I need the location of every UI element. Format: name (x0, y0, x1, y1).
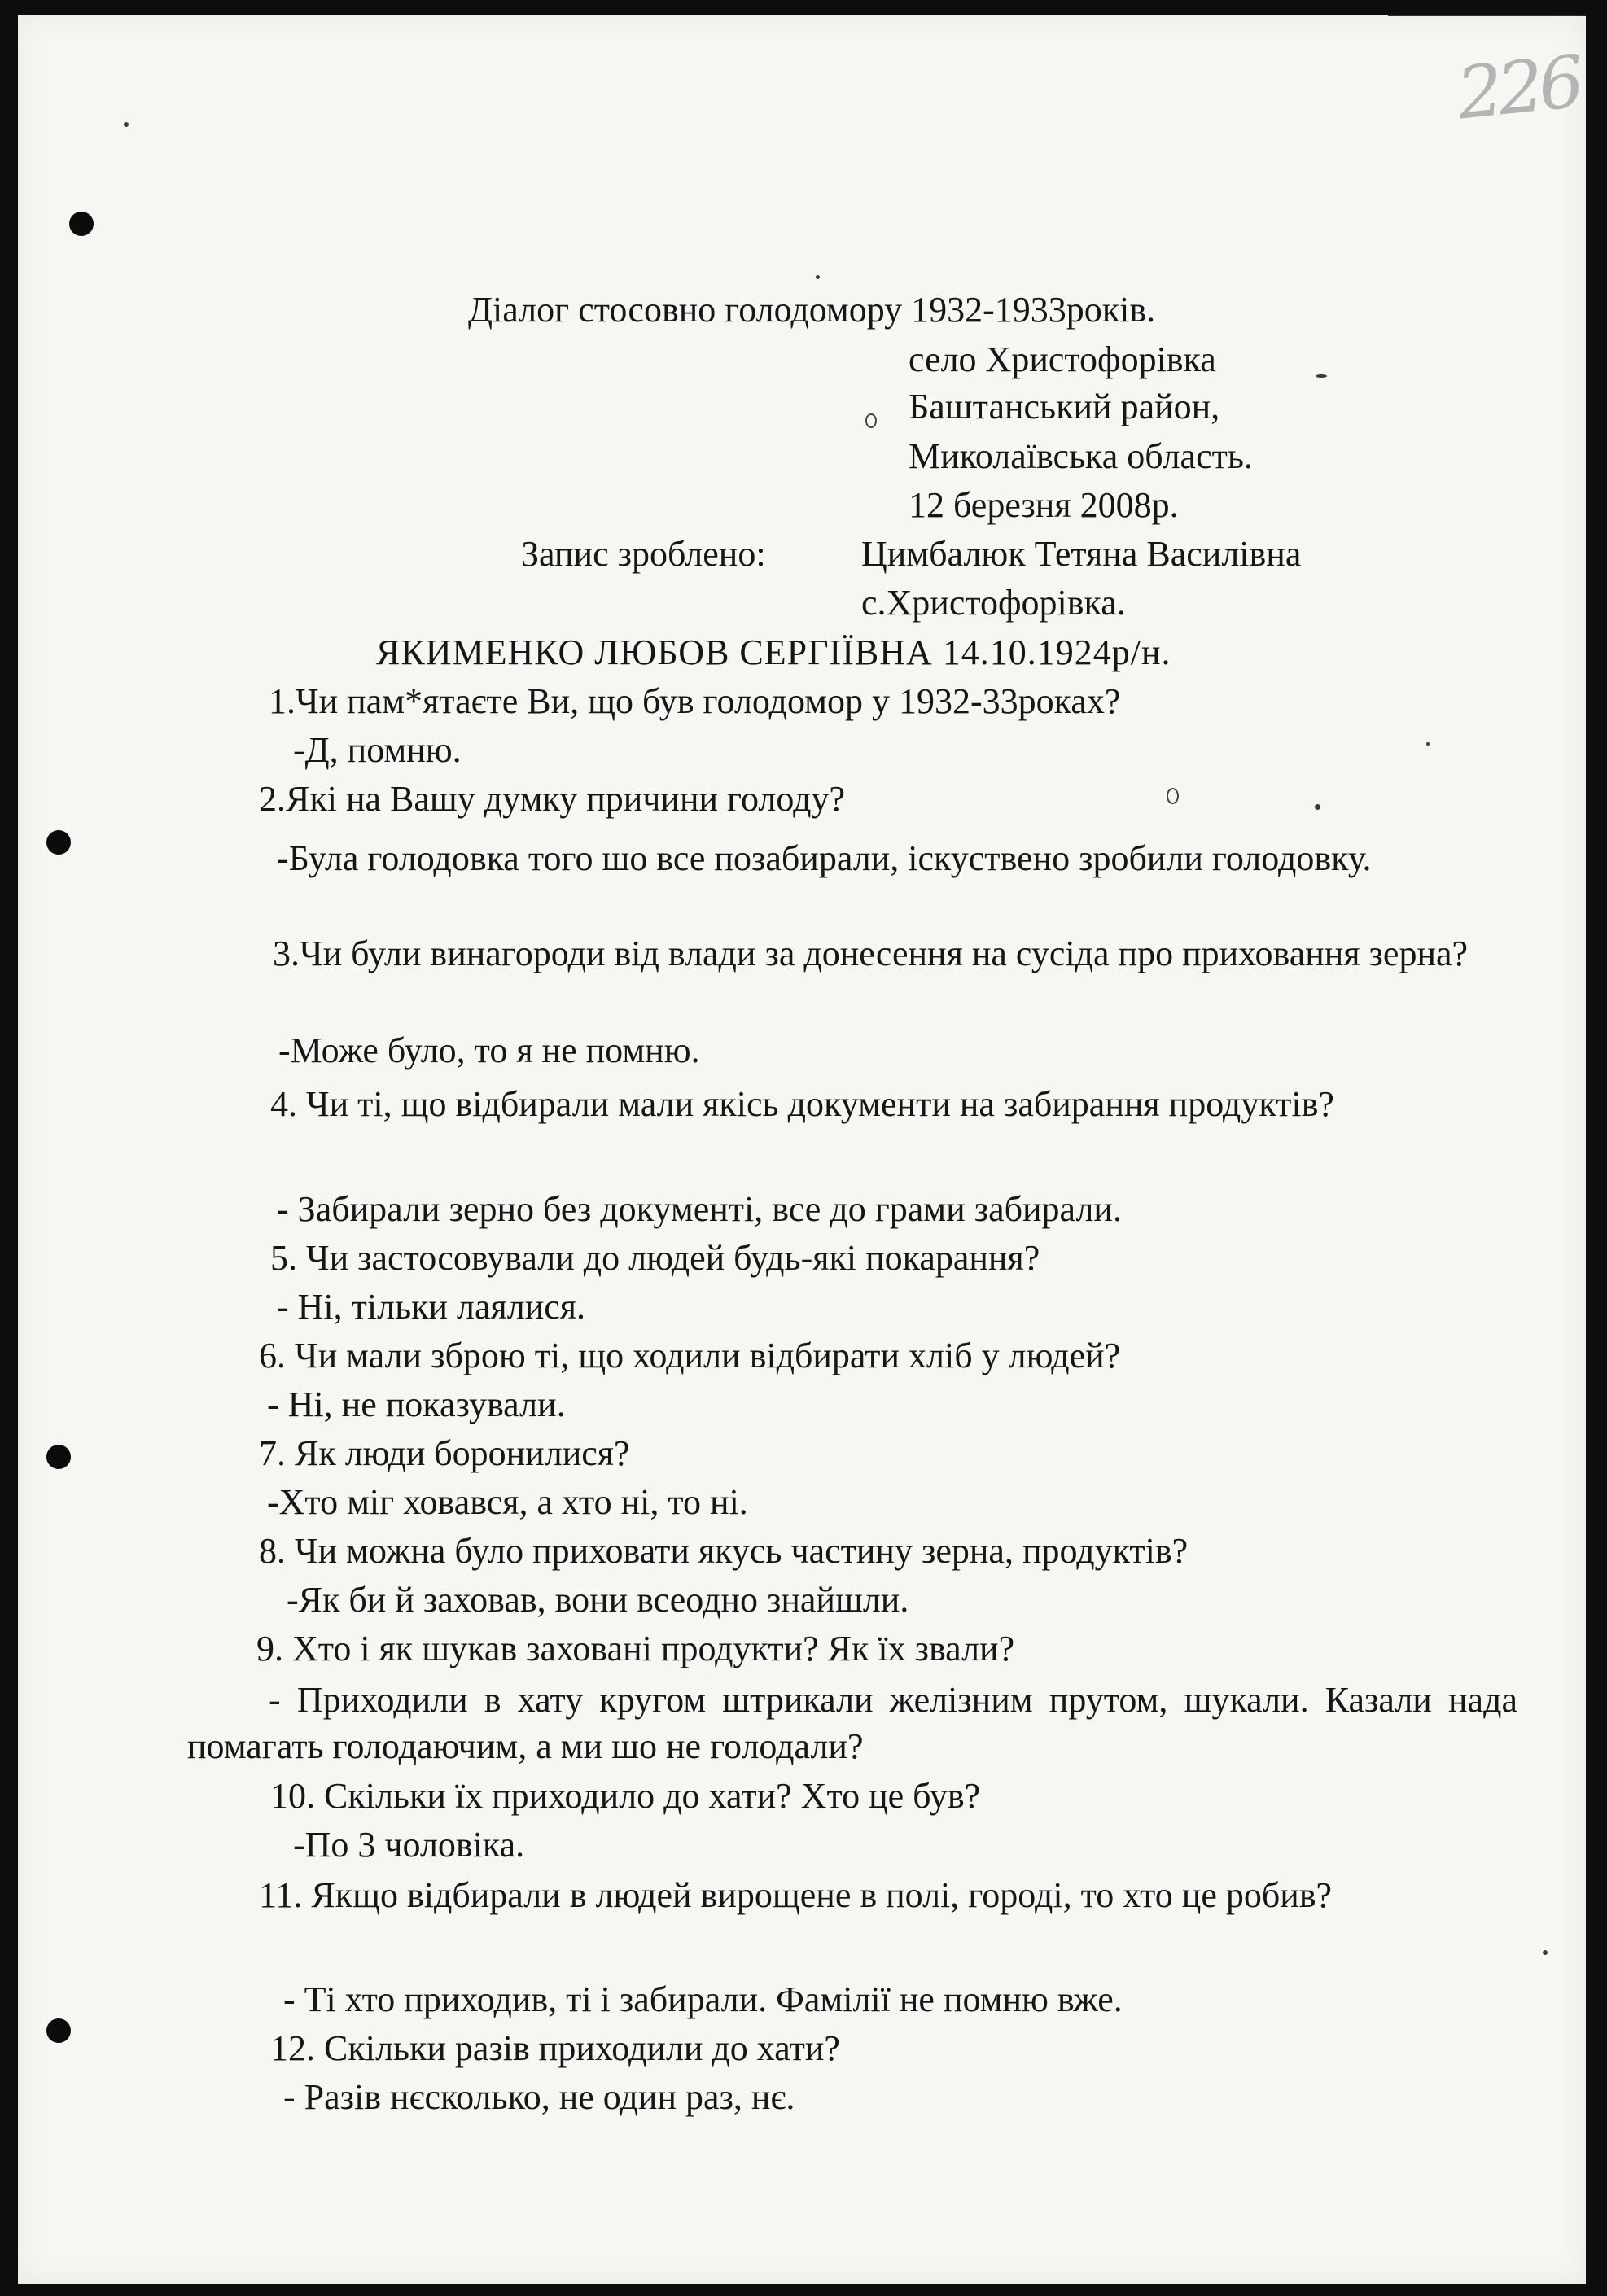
question-3: 3.Чи були винагороди від влади за донесення на сусіда про приховання зерна? (273, 934, 1469, 973)
answer-4: - Забирали зерно без документі, все до грами забирали. (277, 1189, 1122, 1229)
top-rule (1388, 15, 1586, 16)
answer-1: -Д, помню. (293, 730, 462, 770)
speck (816, 275, 820, 279)
answer-8: -Як би й заховав, вони всеодно знайшли. (287, 1580, 909, 1620)
paper-sheet (18, 15, 1586, 2284)
answer-7: -Хто міг ховався, а хто ні, то ні. (267, 1482, 748, 1522)
answer-2: -Була голодовка того шо все позабирали, іскуствено зробили голодовку. (277, 838, 1372, 878)
page-number: 226 (1453, 39, 1583, 136)
location-village: село Христофорівка (909, 339, 1216, 379)
answer-5: - Ні, тільки лаялися. (277, 1287, 586, 1327)
question-10: 10. Скільки їх приходило до хати? Хто це був? (270, 1776, 981, 1816)
punch-hole-1 (69, 212, 94, 236)
question-2: 2.Які на Вашу думку причини голоду? (259, 779, 846, 819)
location-district: Баштанський район, (909, 387, 1220, 426)
speck (1316, 374, 1327, 378)
punch-hole-3 (46, 1445, 71, 1469)
question-6: 6. Чи мали зброю ті, що ходили відбирати хліб у людей? (259, 1336, 1121, 1375)
speck (124, 122, 129, 127)
document-title: Діалог стосовно голодомору 1932-1933років. (468, 290, 1156, 330)
punch-hole-2 (46, 830, 71, 855)
recorded-by-name: Цимбалюк Тетяна Василівна (861, 534, 1302, 574)
answer-12: - Разів нєсколько, не один раз, нє. (283, 2077, 795, 2117)
speck-ring (865, 413, 877, 428)
question-12: 12. Скільки разів приходили до хати? (270, 2028, 840, 2068)
question-7: 7. Як люди боронилися? (259, 1433, 630, 1473)
answer-3: -Може було, то я не помню. (278, 1030, 700, 1070)
question-1: 1.Чи пам*ятаєте Ви, що був голодомор у 1932-33роках? (269, 681, 1121, 721)
question-11: 11. Якщо відбирали в людей вирощене в полі, городі, то хто це робив? (259, 1875, 1333, 1915)
speck (1543, 1950, 1548, 1955)
question-5: 5. Чи застосовували до людей будь-які покарання? (270, 1238, 1040, 1278)
answer-11: - Ті хто приходив, ті і забирали. Фамілії не помню вже. (283, 1979, 1123, 2019)
answer-9: - Приходили в хату кругом штрикали желізним прутом, шукали. Казали нада помагать голодаючим, а ми шо не голодали? (187, 1680, 1517, 1766)
answer-6: - Ні, не показували. (267, 1384, 566, 1424)
question-9: 9. Хто і як шукав заховані продукти? Як їх звали? (256, 1629, 1015, 1668)
question-8: 8. Чи можна було приховати якусь частину зерна, продуктів? (259, 1531, 1189, 1571)
recorded-by-label: Запис зроблено: (521, 534, 766, 574)
answer-10: -По 3 чоловіка. (293, 1825, 525, 1865)
location-oblast: Миколаївська область. (909, 436, 1253, 476)
respondent-name: ЯКИМЕНКО ЛЮБОВ СЕРГІЇВНА 14.10.1924р/н. (376, 632, 1171, 672)
punch-hole-4 (46, 2018, 71, 2043)
record-date: 12 березня 2008р. (909, 485, 1179, 525)
recorded-by-village: с.Христофорівка. (861, 583, 1126, 623)
question-4: 4. Чи ті, що відбирали мали якісь документи на забирання продуктів? (270, 1084, 1334, 1124)
